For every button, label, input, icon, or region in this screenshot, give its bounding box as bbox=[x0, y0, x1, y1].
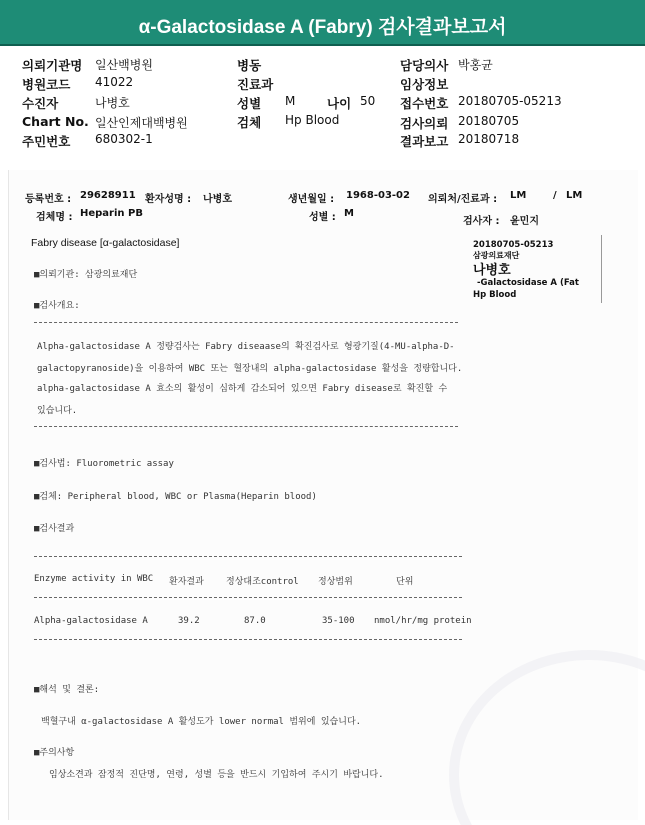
dob-value: 1968-03-02 bbox=[346, 190, 410, 201]
receipt-no-value: 20180705-05213 bbox=[458, 94, 562, 108]
age-label: 나이 bbox=[327, 96, 352, 111]
reg-no-value: 29628911 bbox=[80, 190, 136, 201]
notes-text: 임상소견과 잠정적 진단명, 연령, 성별 등을 반드시 기입하여 주시기 바랍니다. bbox=[49, 770, 384, 780]
report-date-label: 결과보고 bbox=[400, 134, 449, 149]
stamp-receipt-no: 20180705-05213 bbox=[473, 240, 554, 250]
overview-line-3: alpha-galactosidase A 효소의 활성이 심하게 감소되어 있으면 Fabry disease로 확진할 수 bbox=[37, 384, 448, 394]
chart-no-value: 일산인제대백병원 bbox=[95, 116, 188, 130]
receipt-no-label: 접수번호 bbox=[400, 96, 449, 111]
table-cell-control: 87.0 bbox=[244, 616, 266, 626]
table-cell-enzyme: Alpha-galactosidase A bbox=[34, 616, 148, 626]
interpretation-heading: ■해석 및 결론: bbox=[34, 685, 100, 695]
method-line: ■검사법: Fluorometric assay bbox=[34, 459, 174, 469]
table-header-unit: 단위 bbox=[396, 577, 414, 587]
report-subtitle: Fabry disease [α-galactosidase] bbox=[31, 237, 180, 249]
scan-sex-label: 성별 : bbox=[309, 212, 336, 223]
report-date-value: 20180718 bbox=[458, 132, 520, 146]
specimen-name-value: Heparin PB bbox=[80, 208, 143, 219]
clinical-info-label: 임상정보 bbox=[400, 77, 449, 92]
dept-label: 의뢰처/진료과 : bbox=[428, 194, 498, 205]
tester-value: 윤민지 bbox=[510, 216, 539, 227]
dept-value-1: LM bbox=[510, 190, 527, 201]
resident-no-value: 680302-1 bbox=[95, 132, 153, 146]
stamp-patient-name: 나병호 bbox=[473, 263, 511, 278]
stamp-test-name: -Galactosidase A (Fat bbox=[477, 278, 579, 288]
tester-label: 검사자 : bbox=[463, 216, 500, 227]
institution-value: 일산백병원 bbox=[95, 58, 153, 72]
dept-separator: / bbox=[553, 190, 557, 201]
sex-label: 성별 bbox=[237, 96, 262, 111]
age-value: 50 bbox=[360, 94, 376, 108]
patient-name-value: 나병호 bbox=[203, 194, 232, 205]
patient-name-label: 환자성명 : bbox=[145, 194, 192, 205]
table-cell-patient-result: 39.2 bbox=[178, 616, 200, 626]
stamp-specimen: Hp Blood bbox=[473, 290, 517, 300]
institution-label: 의뢰기관명 bbox=[22, 58, 83, 73]
interpretation-text: 백혈구내 α-galactosidase A 활성도가 lower normal 범위에 있습니다. bbox=[41, 717, 362, 727]
patient-label: 수진자 bbox=[22, 96, 59, 111]
specimen-label: 검체 bbox=[237, 115, 262, 130]
sex-value: M bbox=[285, 94, 296, 108]
hospital-code-label: 병원코드 bbox=[22, 77, 71, 92]
request-date-value: 20180705 bbox=[458, 114, 520, 128]
doctor-label: 담당의사 bbox=[400, 58, 449, 73]
scan-sex-value: M bbox=[344, 208, 354, 219]
table-header-enzyme: Enzyme activity in WBC bbox=[34, 574, 154, 584]
overview-line-1: Alpha-galactosidase A 정량검사는 Fabry diseaase의 확진검사로 형광기질(4-MU-alpha-D- bbox=[37, 342, 455, 352]
table-cell-range: 35-100 bbox=[322, 616, 355, 626]
results-heading: ■검사결과 bbox=[34, 524, 75, 534]
doctor-value: 박홍균 bbox=[458, 58, 493, 72]
divider bbox=[34, 556, 462, 557]
reg-no-label: 등록번호 : bbox=[25, 194, 72, 205]
resident-no-label: 주민번호 bbox=[22, 134, 71, 149]
divider bbox=[34, 426, 458, 427]
divider bbox=[34, 639, 462, 640]
dept-value-2: LM bbox=[566, 190, 583, 201]
overview-line-2: galactopyranoside)을 이용하여 WBC 또는 혈장내의 alpha-galactosidase 활성을 정량합니다. bbox=[37, 364, 463, 374]
ward-label: 병동 bbox=[237, 58, 262, 73]
stamp-lab-name: 삼광의료재단 bbox=[473, 251, 520, 260]
report-title: α-Galactosidase A (Fabry) 검사결과보고서 bbox=[138, 17, 507, 38]
divider bbox=[34, 597, 462, 598]
table-header-range: 정상범위 bbox=[318, 577, 353, 587]
hospital-code-value: 41022 bbox=[95, 75, 134, 89]
notes-heading: ■주의사항 bbox=[34, 748, 75, 758]
table-cell-unit: nmol/hr/mg protein bbox=[374, 616, 472, 626]
table-header-control: 정상대조control bbox=[226, 577, 299, 587]
institution-line: ■의뢰기관: 삼광의료재단 bbox=[34, 270, 138, 280]
patient-value: 나병호 bbox=[95, 96, 130, 110]
table-header-patient: 환자결과 bbox=[169, 577, 204, 587]
divider bbox=[34, 322, 458, 323]
specimen-value: Hp Blood bbox=[285, 113, 340, 127]
request-date-label: 검사의뢰 bbox=[400, 116, 449, 131]
specimen-line: ■검체: Peripheral blood, WBC or Plasma(Heparin blood) bbox=[34, 492, 317, 502]
report-title-bar bbox=[0, 0, 645, 46]
overview-heading: ■검사개요: bbox=[34, 301, 80, 311]
overview-line-4: 있습니다. bbox=[37, 406, 78, 416]
specimen-name-label: 검체명 : bbox=[36, 212, 73, 223]
dob-label: 생년월일 : bbox=[288, 194, 335, 205]
department-label: 진료과 bbox=[237, 77, 274, 92]
watermark-seal bbox=[449, 650, 645, 825]
chart-no-label: Chart No. bbox=[22, 114, 89, 129]
